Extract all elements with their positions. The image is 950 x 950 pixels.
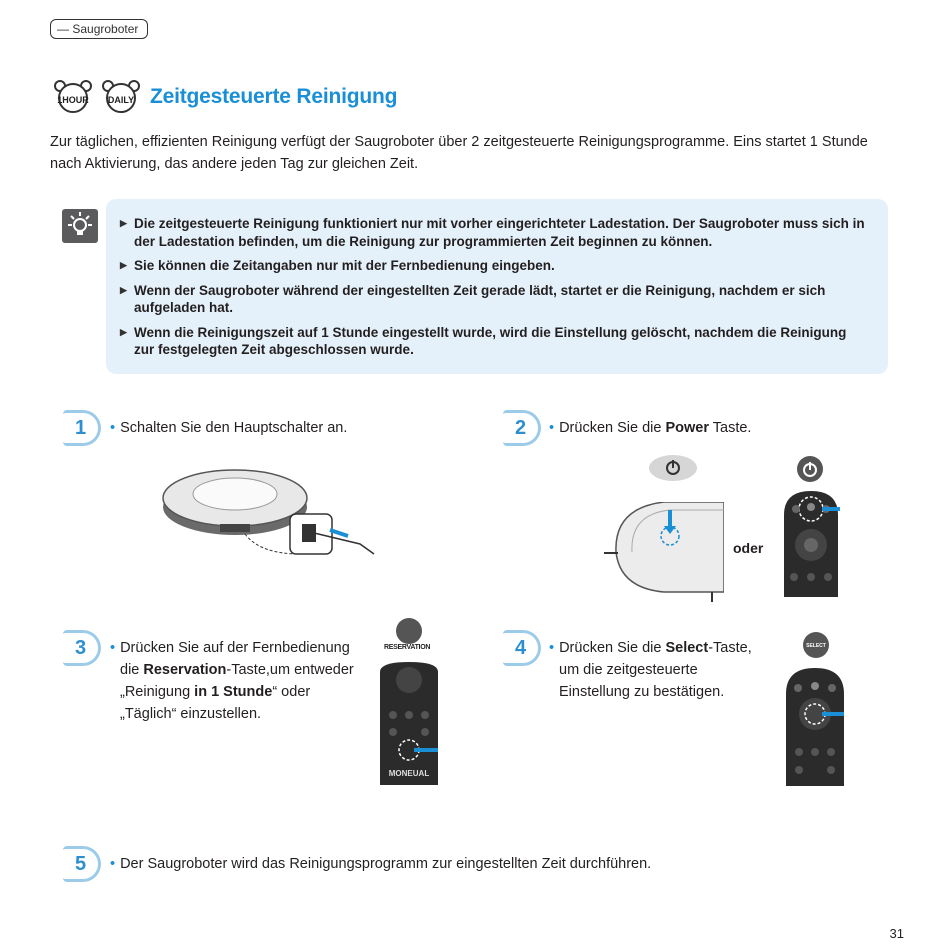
step-number-2: 2 — [503, 410, 541, 446]
robot-main-switch-illustration — [160, 462, 380, 562]
svg-text:1HOUR: 1HOUR — [57, 95, 89, 105]
section-tag-label: Saugroboter — [72, 22, 139, 36]
remote-reservation-illustration — [378, 660, 440, 785]
page-title: Zeitgesteuerte Reinigung — [150, 85, 398, 108]
step-number-5: 5 — [63, 846, 101, 882]
step-3-text: • Drücken Sie auf der Fernbedienung die Reservation-Taste,um entweder „Reinigung in 1 Stunde“ oder „Täglich“ einzustellen. — [110, 640, 354, 722]
svg-text:SELECT: SELECT — [806, 643, 826, 649]
remote-control-illustration — [780, 487, 842, 597]
step-number-1: 1 — [63, 410, 101, 446]
step-number-4: 4 — [503, 630, 541, 666]
section-header — [50, 80, 397, 114]
page-number: 31 — [889, 926, 904, 941]
one-hour-clock-icon — [50, 80, 96, 114]
step-number-3: 3 — [63, 630, 101, 666]
section-tag — [50, 19, 148, 39]
note-item: ▶ Sie können die Zeitangaben nur mit der Fernbedienung eingeben. — [120, 257, 870, 275]
note-box — [106, 199, 888, 374]
reservation-button-icon — [394, 616, 424, 646]
daily-clock-icon — [98, 80, 144, 114]
step-5-text: • Der Saugroboter wird das Reinigungsprogramm zur eingestellten Zeit durchführen. — [110, 856, 652, 872]
note-item: ▶ Wenn die Reinigungszeit auf 1 Stunde eingestellt wurde, wird die Einstellung gelöscht, nachdem die Reinigung zur festgelegten Zeit abgeschlossen wurde. — [120, 324, 870, 359]
lightbulb-icon — [62, 209, 98, 243]
intro-text: Zur täglichen, effizienten Reinigung verfügt der Saugroboter über 2 zeitgesteuerte Reinigungsprogramme. Eins startet 1 Stunde nach Aktivierung, das andere jeden Tag zur gleichen Zeit. — [50, 134, 868, 172]
select-button-icon — [802, 631, 830, 659]
step-4-text: • Drücken Sie die Select-Taste, um die zeitgesteuerte Einstellung zu bestätigen. — [549, 640, 752, 700]
note-item: ▶ Wenn der Saugroboter während der eingestellten Zeit gerade lädt, startet er die Reinigung, nachdem er sich aufgeladen hat. — [120, 282, 870, 317]
note-list — [120, 215, 870, 359]
svg-text:MONEUAL: MONEUAL — [388, 769, 430, 778]
reservation-label: RESERVATION — [384, 644, 431, 651]
step-1-text: • Schalten Sie den Hauptschalter an. — [110, 420, 348, 436]
svg-text:DAILY: DAILY — [107, 95, 135, 105]
remote-power-button-icon — [796, 455, 824, 483]
oder-label: oder — [733, 540, 764, 556]
power-button-icon — [648, 453, 698, 483]
remote-select-illustration — [784, 666, 846, 786]
note-item: ▶ Die zeitgesteuerte Reinigung funktioniert nur mit vorher eingerichteter Ladestation. Der Saugroboter muss sich in der Ladestation befinden, um die Reinigung zur programmierten Zeit beginnen zu können. — [120, 215, 870, 250]
robot-top-illustration — [604, 502, 724, 602]
step-2-text: • Drücken Sie die Power Taste. — [549, 420, 752, 436]
